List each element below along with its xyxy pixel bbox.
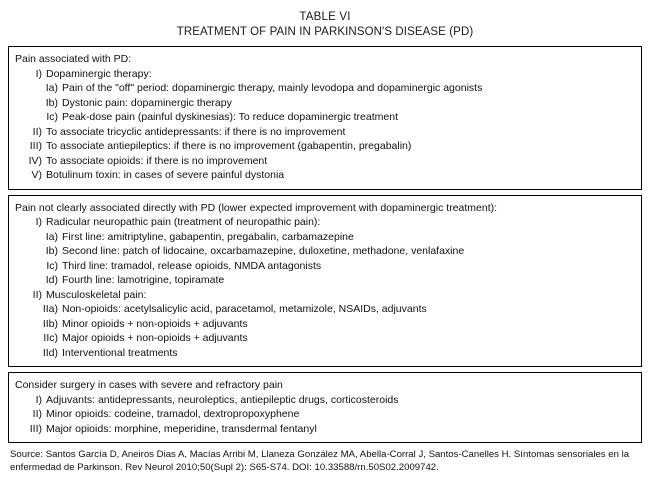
- section-heading: Pain not clearly associated directly with PD (lower expected improvement with dopaminergic treatment):: [15, 201, 498, 214]
- row-marker: Ia): [45, 230, 58, 243]
- table-row: [15, 81, 635, 96]
- row-marker: Ic): [46, 259, 58, 272]
- row-marker: IIb): [42, 317, 58, 330]
- table-section: [8, 46, 642, 190]
- table-row: [15, 139, 635, 154]
- table-row: [15, 110, 635, 125]
- source-citation: Source: Santos García D, Aneiros Dias A, Macías Arribi M, Llaneza González MA, Abella-Corral J, Santos-Canelles H. Síntomas sensoriales en la enfermedad de Parkinson. Rev Neurol 2010;50(Supl 2): S65-S74. DOI: 10.33588/rn.50S02.2009742.: [10, 449, 630, 473]
- table-row: [15, 230, 635, 245]
- table-row: [15, 168, 635, 183]
- row-marker: Ia): [45, 82, 58, 94]
- row-marker: II): [32, 125, 42, 138]
- table-row: [15, 215, 635, 230]
- table-row: [15, 407, 635, 422]
- row-text: Musculoskeletal pain:: [46, 288, 147, 301]
- row-text: To associate antiepileptics: if there is no improvement (gabapentin, pregabalin): [46, 140, 412, 152]
- row-text: Major opioids + non-opioids + adjuvants: [62, 332, 248, 344]
- row-marker: Id): [45, 274, 58, 286]
- row-text: Third line: tramadol, release opioids, NMDA antagonists: [62, 259, 322, 272]
- row-marker: IIa): [42, 303, 58, 315]
- table-row: [15, 346, 635, 361]
- row-marker: II): [32, 288, 42, 301]
- row-marker: IId): [42, 346, 58, 359]
- row-marker: I): [35, 393, 42, 406]
- row-marker: V): [31, 169, 42, 181]
- row-text: Minor opioids + non-opioids + adjuvants: [62, 317, 248, 330]
- row-marker: Ib): [45, 245, 58, 257]
- row-marker: I): [35, 67, 42, 80]
- row-text: Dopaminergic therapy:: [46, 67, 152, 80]
- row-marker: II): [32, 408, 42, 420]
- table-row: [15, 302, 635, 317]
- row-text: Pain of the "off" period: dopaminergic therapy, mainly levodopa and dopaminergic agonists: [62, 82, 483, 94]
- table-sections: [8, 46, 642, 443]
- row-text: Minor opioids: codeine, tramadol, dextropropoxyphene: [46, 408, 300, 420]
- row-text: Botulinum toxin: in cases of severe painful dystonia: [46, 169, 285, 181]
- page-title: TREATMENT OF PAIN IN PARKINSON'S DISEASE (PD): [176, 26, 474, 38]
- table-row: [15, 259, 635, 274]
- row-text: Second line: patch of lidocaine, oxcarbamazepine, duloxetine, methadone, venlafaxine: [62, 245, 465, 257]
- row-text: Major opioids: morphine, meperidine, transdermal fentanyl: [46, 422, 317, 435]
- table-section: [8, 372, 642, 443]
- table-row: [15, 317, 635, 332]
- row-marker: Ic): [46, 111, 58, 123]
- table-row: [15, 422, 635, 437]
- row-text: To associate tricyclic antidepressants: if there is no improvement: [46, 125, 346, 138]
- table-row: [15, 273, 635, 288]
- section-heading: Pain associated with PD:: [15, 53, 132, 65]
- row-text: To associate opioids: if there is no improvement: [46, 154, 268, 167]
- row-marker: IIc): [43, 332, 58, 344]
- table-row: [15, 125, 635, 140]
- row-marker: IV): [28, 154, 42, 167]
- row-text: Adjuvants: antidepressants, neuroleptics, antiepileptic drugs, corticosteroids: [46, 393, 399, 406]
- row-text: Peak-dose pain (painful dyskinesias): To reduce dopaminergic treatment: [62, 111, 398, 123]
- section-heading: Consider surgery in cases with severe and refractory pain: [15, 379, 283, 391]
- row-marker: III): [29, 422, 42, 435]
- row-marker: III): [29, 140, 42, 152]
- table-row: [15, 331, 635, 346]
- table-row: [15, 96, 635, 111]
- table-row: [15, 154, 635, 169]
- table-row: [15, 393, 635, 408]
- table-label: TABLE VI: [299, 11, 351, 23]
- table-row: [15, 288, 635, 303]
- row-text: Dystonic pain: dopaminergic therapy: [62, 96, 232, 109]
- row-text: Fourth line: lamotrigine, topiramate: [62, 274, 225, 286]
- row-text: Radicular neuropathic pain (treatment of neuropathic pain):: [46, 216, 321, 228]
- table-row: [15, 244, 635, 259]
- row-marker: I): [35, 216, 42, 228]
- table-section: [8, 195, 642, 368]
- row-text: Interventional treatments: [62, 346, 178, 359]
- row-text: Non-opioids: acetylsalicylic acid, paracetamol, metamizole, NSAIDs, adjuvants: [62, 303, 427, 315]
- table-row: [15, 67, 635, 82]
- row-marker: Ib): [45, 96, 58, 109]
- row-text: First line: amitriptyline, gabapentin, pregabalin, carbamazepine: [62, 230, 354, 243]
